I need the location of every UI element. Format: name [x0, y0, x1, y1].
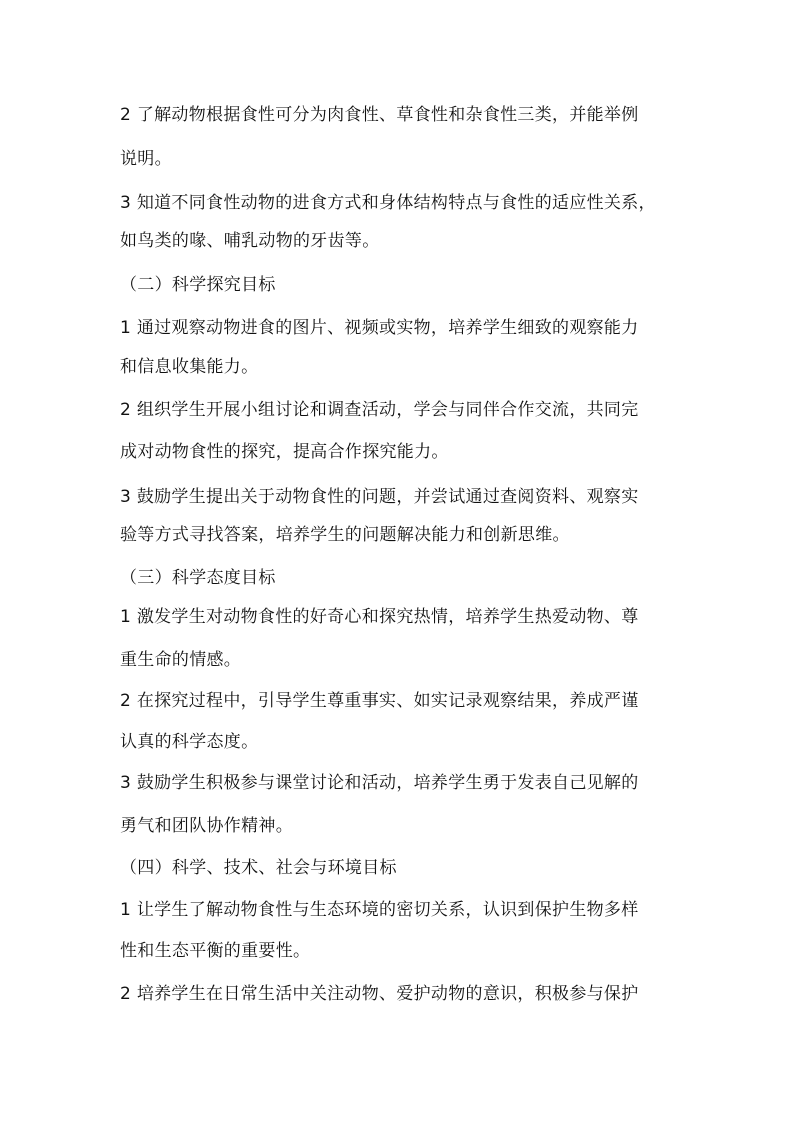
- paragraph-line: 成对动物食性的探究，提高合作探究能力。: [120, 442, 449, 462]
- paragraph-line: 勇气和团队协作精神。: [120, 816, 293, 836]
- paragraph-line: 说明。: [120, 149, 172, 169]
- paragraph-line: 验等方式寻找答案，培养学生的问题解决能力和创新思维。: [120, 525, 570, 545]
- section-heading: （三）科学态度目标: [120, 568, 276, 588]
- paragraph-line: 2 在探究过程中，引导学生尊重事实、如实记录观察结果，养成严谨: [120, 691, 639, 711]
- paragraph-line: 3 鼓励学生积极参与课堂讨论和活动，培养学生勇于发表自己见解的: [120, 773, 639, 793]
- paragraph-line: 3 知道不同食性动物的进食方式和身体结构特点与食性的适应性关系，: [120, 193, 656, 213]
- paragraph-line: 1 激发学生对动物食性的好奇心和探究热情，培养学生热爱动物、尊: [120, 607, 639, 627]
- paragraph-line: 2 培养学生在日常生活中关注动物、爱护动物的意识，积极参与保护: [120, 984, 639, 1004]
- paragraph-line: 和信息收集能力。: [120, 357, 259, 377]
- paragraph-line: 如鸟类的喙、哺乳动物的牙齿等。: [120, 231, 380, 251]
- section-heading: （二）科学探究目标: [120, 275, 276, 295]
- section-heading: （四）科学、技术、社会与环境目标: [120, 858, 397, 878]
- paragraph-line: 2 了解动物根据食性可分为肉食性、草食性和杂食性三类，并能举例: [120, 105, 639, 125]
- paragraph-line: 1 让学生了解动物食性与生态环境的密切关系，认识到保护生物多样: [120, 900, 639, 920]
- paragraph-line: 3 鼓励学生提出关于动物食性的问题，并尝试通过查阅资料、观察实: [120, 487, 639, 507]
- paragraph-line: 2 组织学生开展小组讨论和调查活动，学会与同伴合作交流，共同完: [120, 400, 639, 420]
- paragraph-line: 认真的科学态度。: [120, 732, 259, 752]
- paragraph-line: 性和生态平衡的重要性。: [120, 941, 311, 961]
- paragraph-line: 1 通过观察动物进食的图片、视频或实物，培养学生细致的观察能力: [120, 318, 639, 338]
- paragraph-line: 重生命的情感。: [120, 650, 242, 670]
